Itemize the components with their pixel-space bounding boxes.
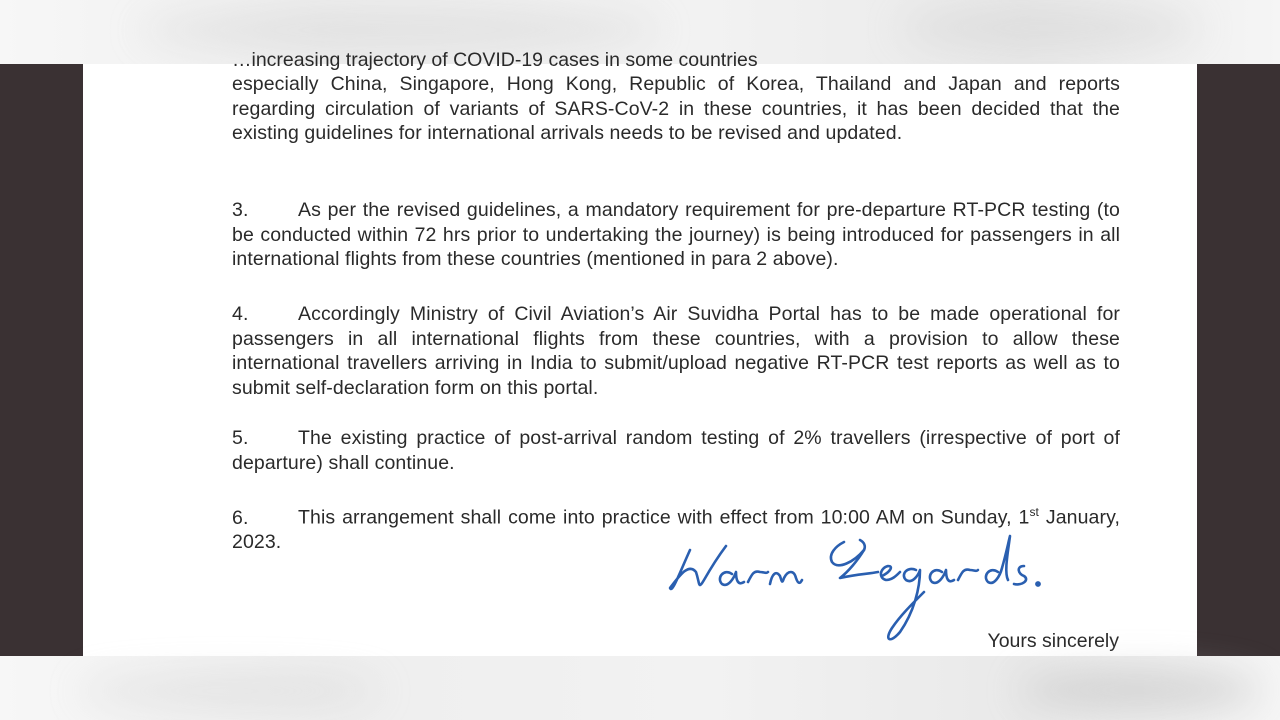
paragraph-text: This arrangement shall come into practice with effect from 10:00 AM on Sunday, 1 [298,506,1030,529]
paragraph-2-tail: especially China, Singapore, Hong Kong, Republic of Korea, Thailand and Japan and reports regarding circulation of variants of SARS-CoV-2 in these countries, it has been decided that the existing guidelines for international arrivals needs to be revised and updated. [232,73,1120,144]
paragraph-text: The existing practice of post-arrival random testing of 2% travellers (irrespective of port of departure) shall continue. [232,427,1120,474]
closing-text: Yours sincerely [987,630,1119,652]
paragraph-4 [232,302,1120,400]
paragraph-text-date: January, 2023. [232,506,1120,553]
paragraph-text: Accordingly Ministry of Civil Aviation’s Air Suvidha Portal has to be made operational for passengers in all international flights from these countries, with a provision to allow these international travellers arriving in India to submit/upload negative RT-PCR test reports as well as to submit self-declaration form on this portal. [232,303,1120,399]
ordinal-superscript: st [1029,505,1039,519]
paragraph-5 [232,426,1120,475]
blurred-bottom-band [0,656,1280,720]
paragraph-text: As per the revised guidelines, a mandatory requirement for pre-departure RT-PCR testing (to be conducted within 72 hrs prior to undertaking the journey) is being introduced for passengers in all international flights from these countries (mentioned in para 2 above). [232,199,1120,270]
handwritten-signature [668,532,1048,642]
document-page [83,49,1197,656]
paragraph-3 [232,198,1120,272]
paragraph-number: 4. [232,303,249,325]
paragraph-number: 5. [232,427,249,449]
paragraph-number: 3. [232,199,249,221]
paragraph-number: 6. [232,506,249,529]
cut-off-line: …increasing trajectory of COVID-19 cases in some countries [232,49,758,71]
